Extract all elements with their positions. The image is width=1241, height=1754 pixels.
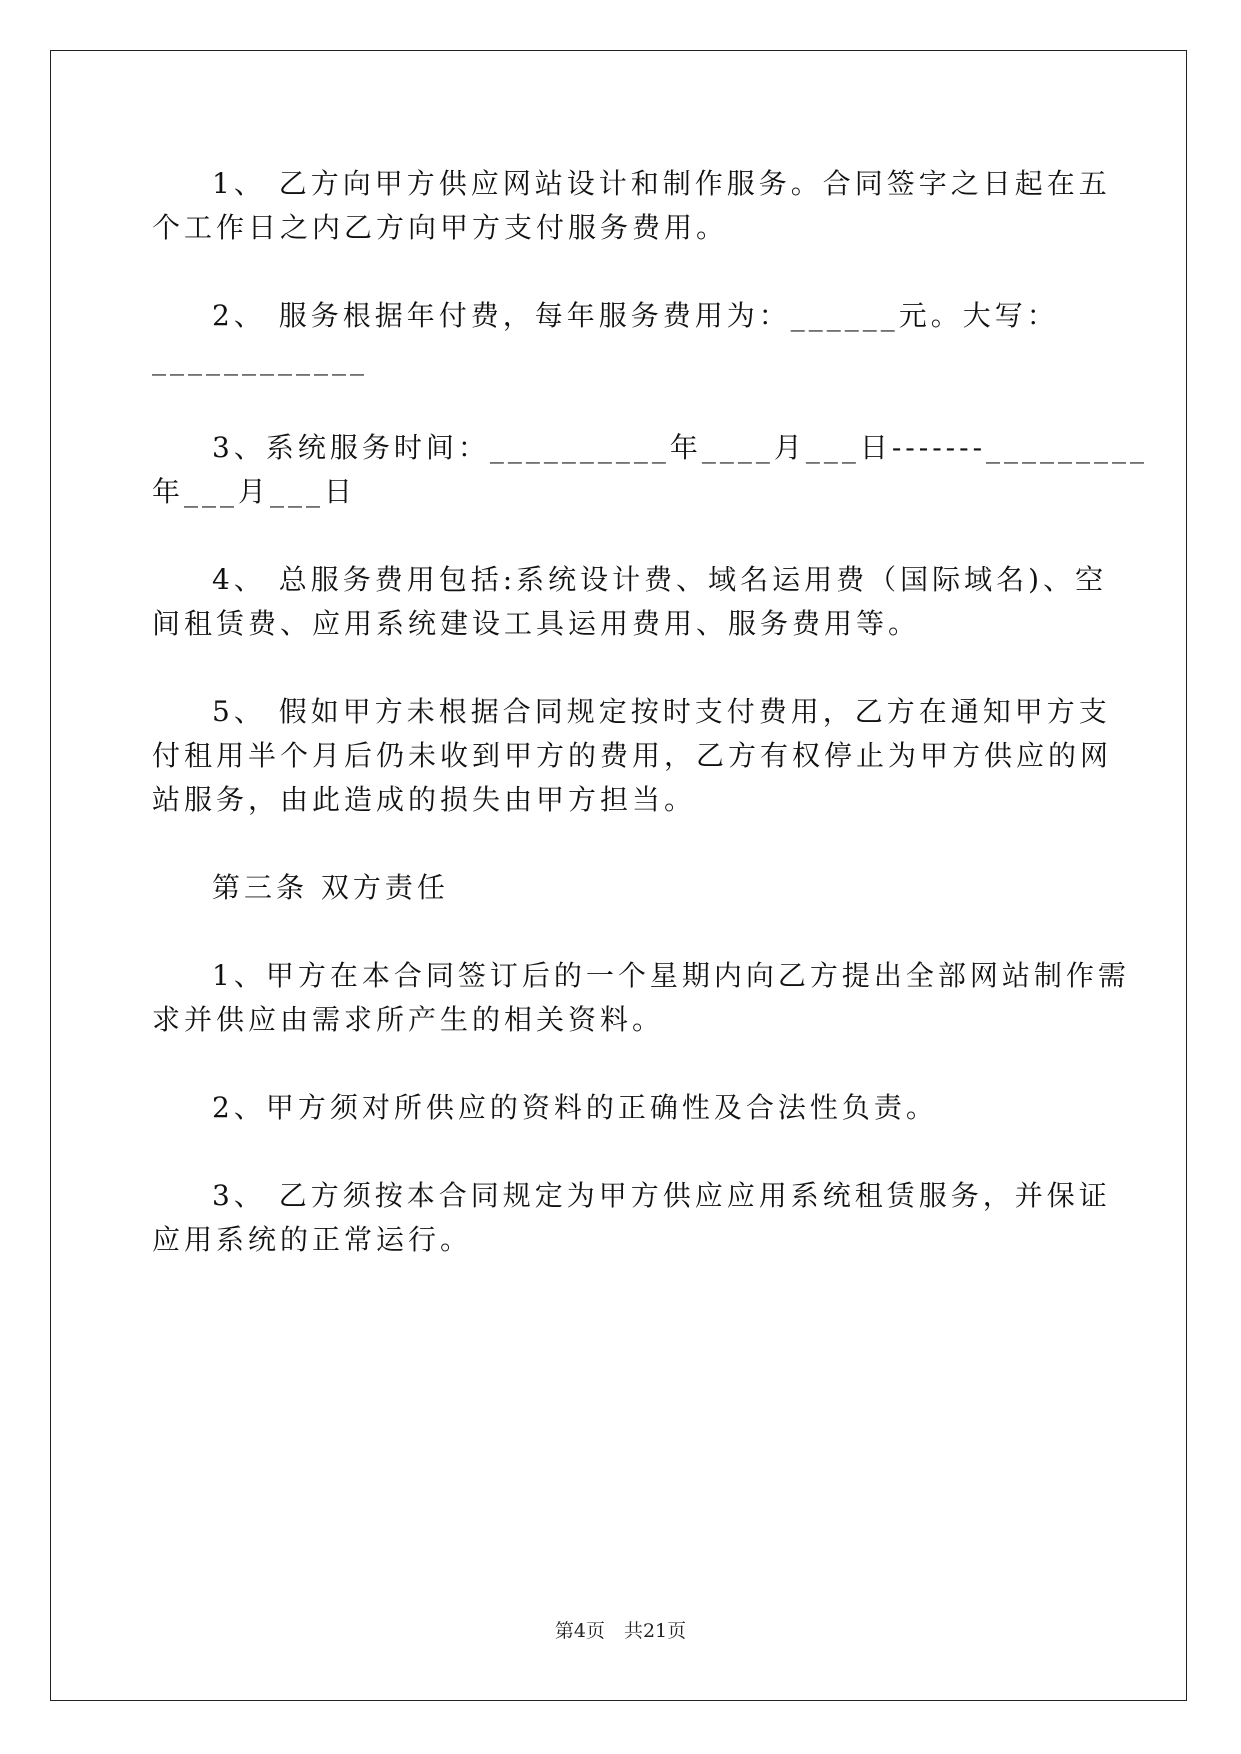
text-line: 站服务，由此造成的损失由甲方担当。 — [152, 783, 697, 816]
paragraph-4 — [152, 558, 1108, 646]
text-line: 间租赁费、应用系统建设工具运用费用、服务费用等。 — [152, 607, 921, 640]
text-line: ____________ — [152, 343, 368, 376]
paragraph-8 — [152, 1174, 1111, 1262]
text-line: 付租用半个月后仍未收到甲方的费用，乙方有权停止为甲方供应的网 — [152, 739, 1113, 772]
text-line: 1、 乙方向甲方供应网站设计和制作服务。合同签字之日起在五 — [212, 167, 1111, 200]
page-number-footer: 第4页 共21页 — [554, 1620, 687, 1642]
text-line: 4、 总服务费用包括:系统设计费、域名运用费（国际域名)、空 — [212, 563, 1108, 596]
text-line: 第三条 双方责任 — [212, 871, 449, 904]
paragraph-7 — [152, 1086, 1086, 1130]
text-line: 2、甲方须对所供应的资料的正确性及合法性负责。 — [212, 1091, 938, 1124]
text-line: 年___月___日 — [152, 475, 357, 508]
section-heading — [152, 866, 1086, 910]
paragraph-6 — [152, 954, 1130, 1042]
text-line: 1、甲方在本合同签订后的一个星期内向乙方提出全部网站制作需 — [212, 959, 1130, 992]
paragraph-5 — [152, 690, 1113, 822]
text-line: 5、 假如甲方未根据合同规定按时支付费用，乙方在通知甲方支 — [212, 695, 1111, 728]
paragraph-3 — [152, 426, 1149, 514]
text-line: 3、系统服务时间：__________年____月___日-------_________ — [212, 431, 1149, 464]
paragraph-1 — [152, 162, 1111, 250]
text-line: 求并供应由需求所产生的相关资料。 — [152, 1003, 665, 1036]
paragraph-2 — [152, 294, 1086, 382]
text-line: 2、 服务根据年付费，每年服务费用为：______元。大写： — [212, 299, 1059, 332]
text-line: 3、 乙方须按本合同规定为甲方供应应用系统租赁服务，并保证 — [212, 1179, 1111, 1212]
text-line: 应用系统的正常运行。 — [152, 1223, 473, 1256]
text-line: 个工作日之内乙方向甲方支付服务费用。 — [152, 211, 729, 244]
document-body — [152, 162, 1149, 1306]
